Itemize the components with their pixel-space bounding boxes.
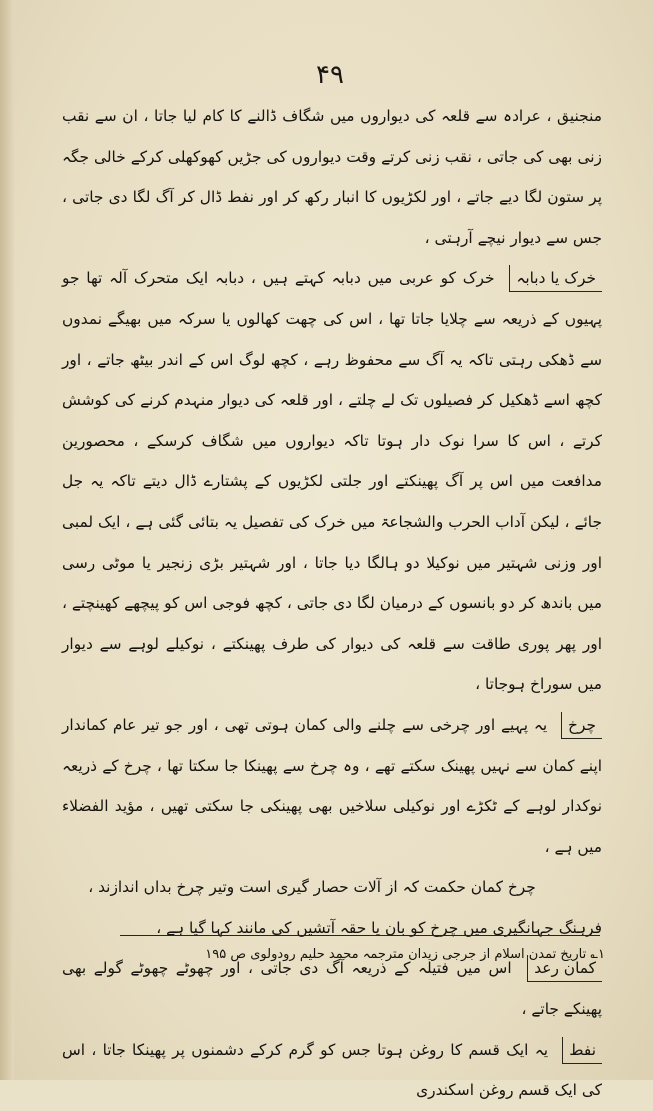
quoted-verse	[62, 867, 602, 908]
marginal-term: خرک یا دبابہ	[509, 265, 602, 292]
footnote: ۱؎ تاریخ تمدن اسلام از جرجی زیدان مترجمہ محمد حلیم رودولوی ص ۱۹۵	[205, 947, 605, 962]
paragraph	[62, 96, 602, 258]
marginal-term: نفط	[562, 1037, 602, 1064]
paragraph-text: اس میں فتیلہ کے ذریعہ آگ دی جاتی ، اور چھوٹے چھوٹے گولے بھی پھینکے جاتے ،	[62, 959, 602, 1019]
page-binding-shadow	[0, 0, 14, 1080]
paragraph	[62, 705, 602, 867]
paragraph-text: فرہنگ جہانگیری میں چرخ کو بان یا حقہ آتشیں کی مانند کہا گیا ہے ،	[156, 918, 602, 937]
paragraph	[62, 1030, 602, 1111]
paragraph	[62, 258, 602, 705]
paragraph-text: خرک کو عربی میں دبابہ کہتے ہیں ، دبابہ ایک متحرک آلہ تھا جو پہیوں کے ذریعہ سے چلایا جاتا تھا ، اس کی چھت کھالوں یا سرکہ میں بھیگے نمدوں سے ڈھکی رہتی تاکہ یہ آگ سے محفوظ رہے ، کچھ لوگ اس کے اندر بیٹھ جاتے ، اور کچھ اسے ڈھکیل کر فصیلوں تک لے چلتے ، اور قلعہ کی دیوار منہدم کرنے کی کوشش کرتے ، اس کا سرا نوک دار ہوتا تاکہ دیواروں میں شگاف کرسکے ، محصورین مدافعت میں اس پر آگ پھینکتے اور جلتی لکڑیوں کے پشتارے ڈال دیتے تاکہ یہ جل جائے ، لیکن آداب الحرب والشجاعۃ میں خرک کی تفصیل یہ بتائی گئی ہے ، ایک لمبی اور وزنی شہتیر میں نوکیلا دو ہالگا دیا جاتا ، اور شہتیر بڑی زنجیر یا موٹی رسی میں باندھ کر دو بانسوں کے درمیان لگا دی جاتی ، کچھ فوجی اس کو پیچھے کھینچتے ، اور پھر پوری طاقت سے قلعہ کی دیوار کی طرف پھینکتے ، نوکیلے لوہے سے دیوار میں سوراخ ہوجاتا ،	[62, 269, 602, 694]
marginal-term: چرخ	[561, 712, 602, 739]
paragraph-text: منجنیق ، عرادہ سے قلعہ کی دیواروں میں شگاف ڈالنے کا کام لیا جاتا ، ان سے نقب زنی بھی کی جاتی ، نقب زنی کرتے وقت دیواروں کی جڑیں کھوکھلی کرکے خالی جگہ پر ستون لگا دیے جاتے ، اور لکڑیوں کا انبار رکھ کر اور نفط ڈال کر آگ لگا دی جاتی ، جس سے دیوار نیچے آرہتی ،	[62, 107, 602, 247]
footnote-divider	[120, 935, 600, 936]
paragraph-text: یہ ایک قسم کا روغن ہوتا جس کو گرم کرکے دشمنوں پر پھینکا جاتا ، اس کی ایک قسم روغن اسکندری	[62, 1040, 602, 1100]
verse-text: چرخ کمان حکمت کہ از آلات حصار گیری است وتیر چرخ بداں اندازند ،	[88, 878, 536, 897]
marginal-term: کمان رعد	[527, 955, 602, 982]
paragraph-text: یہ پہیے اور چرخی سے چلنے والی کمان ہوتی تھی ، اور جو تیر عام کماندار اپنے کمان سے نہیں پھینک سکتے تھے ، وہ چرخ سے پھینکا جا سکتا تھا ، چرخ کے ذریعہ نوکدار لوہے کے ٹکڑے اور نوکیلی سلاخیں بھی پھینکی جا سکتی تھیں ، مؤید الفضلاء میں ہے ،	[62, 715, 602, 856]
page-number: ۴۹	[316, 60, 344, 90]
